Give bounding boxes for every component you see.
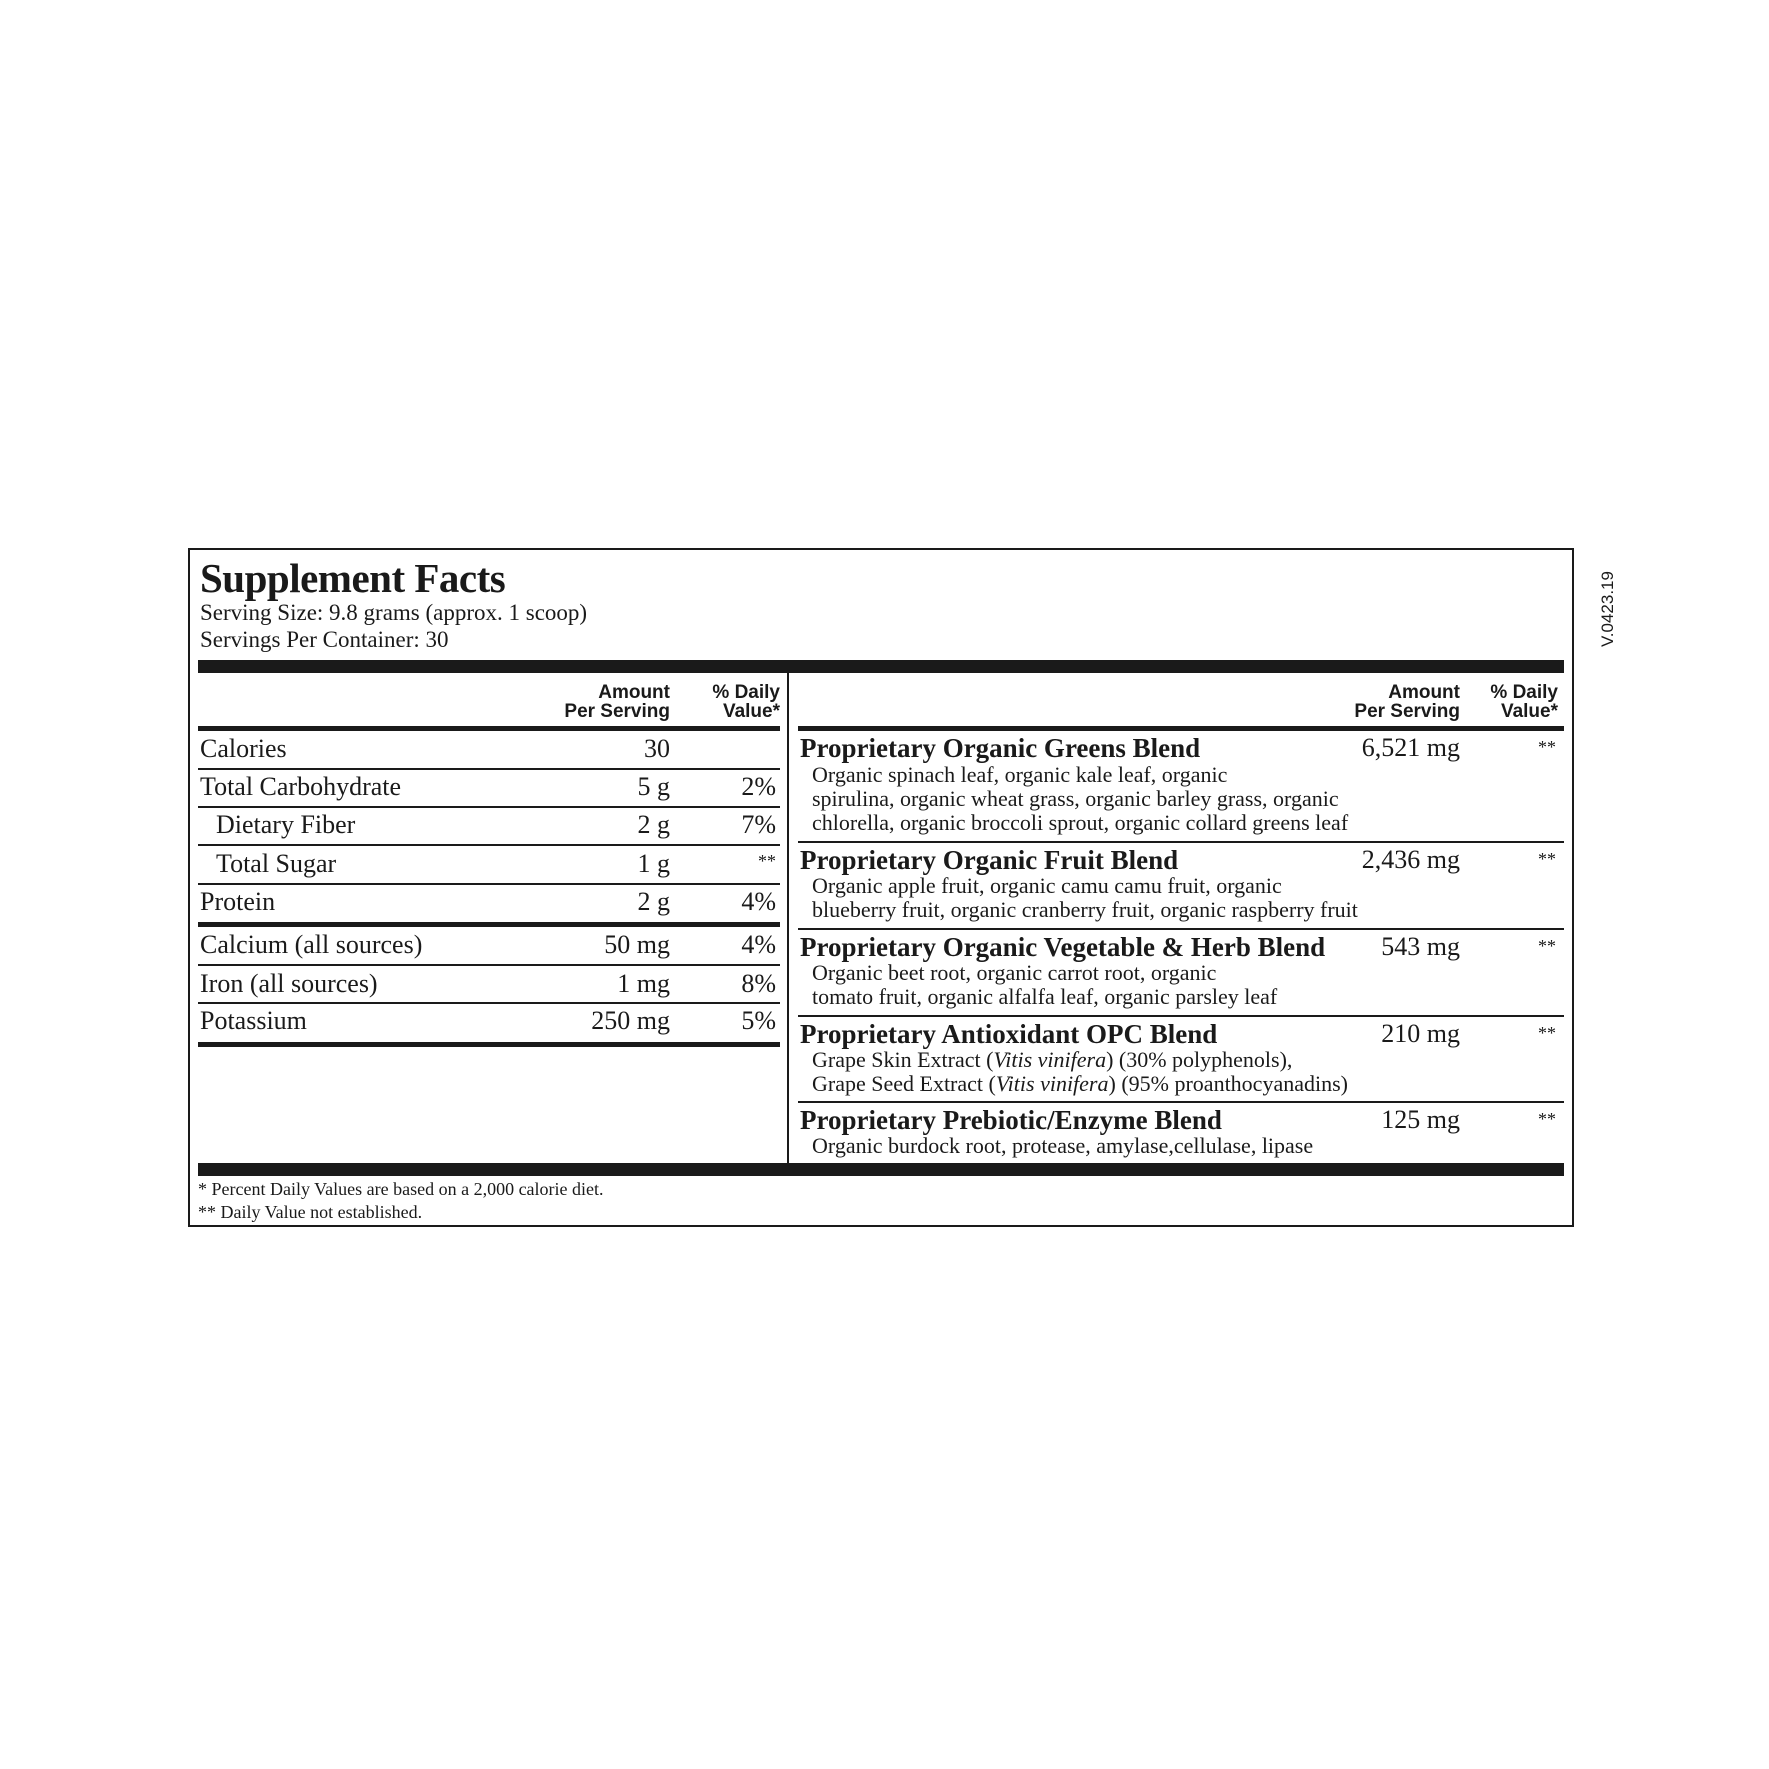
serving-size: Serving Size: 9.8 grams (approx. 1 scoop) [200, 600, 588, 625]
row-divider [798, 1101, 1564, 1103]
label-title: Supplement Facts [200, 555, 506, 601]
nutrient-dv: 4% [741, 930, 776, 959]
row-divider [198, 964, 780, 966]
top-divider [198, 660, 1564, 673]
nutrient-amount: 250 mg [591, 1006, 670, 1035]
nutrient-name: Protein [200, 887, 276, 916]
blend-dv: ** [1538, 1109, 1556, 1129]
row-divider [798, 1015, 1564, 1017]
bottom-divider [198, 1163, 1564, 1176]
blend-ingredients: chlorella, organic broccoli sprout, organic collard greens leaf [812, 810, 1349, 835]
blend-ingredients: spirulina, organic wheat grass, organic barley grass, organic [812, 786, 1339, 811]
nutrient-name: Potassium [200, 1006, 307, 1035]
row-divider [198, 806, 780, 808]
blend-ingredients: tomato fruit, organic alfalfa leaf, organic parsley leaf [812, 984, 1278, 1009]
nutrient-dv: ** [758, 851, 776, 871]
blend-amount: 125 mg [1381, 1105, 1460, 1134]
nutrient-amount: 1 mg [617, 969, 670, 998]
nutrient-dv: 4% [741, 887, 776, 916]
right-dv-header: % Daily Value* [1490, 682, 1558, 722]
left-bottom-rule [198, 1042, 780, 1047]
nutrient-amount: 5 g [637, 772, 670, 801]
footnote-dv: * Percent Daily Values are based on a 2,000 calorie diet. [198, 1179, 604, 1199]
left-header-rule [198, 726, 780, 731]
supplement-facts-panel [188, 548, 1574, 1227]
nutrient-amount: 2 g [637, 887, 670, 916]
blend-name: Proprietary Organic Fruit Blend [800, 845, 1179, 875]
blend-dv: ** [1538, 849, 1556, 869]
right-amount-header: Amount Per Serving [1354, 682, 1460, 722]
row-divider [798, 841, 1564, 843]
blend-amount: 210 mg [1381, 1019, 1460, 1048]
blend-name: Proprietary Antioxidant OPC Blend [800, 1019, 1218, 1049]
blend-ingredients: blueberry fruit, organic cranberry fruit, organic raspberry fruit [812, 897, 1358, 922]
right-header-rule [798, 726, 1564, 731]
nutrient-name: Total Sugar [216, 849, 337, 878]
nutrient-dv: 8% [741, 969, 776, 998]
blend-ingredients: Organic burdock root, protease, amylase,cellulase, lipase [812, 1133, 1314, 1158]
blend-ingredients: Organic beet root, organic carrot root, organic [812, 960, 1217, 985]
servings-per-container: Servings Per Container: 30 [200, 627, 449, 652]
row-divider [198, 768, 780, 770]
blend-ingredients: Organic apple fruit, organic camu camu fruit, organic [812, 873, 1282, 898]
blend-name: Proprietary Organic Greens Blend [800, 733, 1201, 763]
blend-amount: 6,521 mg [1361, 733, 1460, 762]
nutrient-name: Calories [200, 734, 287, 763]
blend-dv: ** [1538, 737, 1556, 757]
nutrient-amount: 2 g [637, 810, 670, 839]
blend-dv: ** [1538, 936, 1556, 956]
blend-name: Proprietary Prebiotic/Enzyme Blend [800, 1105, 1222, 1135]
footnote-not-established: ** Daily Value not established. [198, 1202, 423, 1222]
nutrient-name: Iron (all sources) [200, 969, 378, 998]
botanical-name: Vitis vinifera [995, 1071, 1109, 1096]
left-amount-header: Amount Per Serving [564, 682, 670, 722]
row-divider [198, 1002, 780, 1004]
left-dv-header: % Daily Value* [712, 682, 780, 722]
nutrient-name: Calcium (all sources) [200, 930, 423, 959]
botanical-name: Vitis vinifera [993, 1047, 1107, 1072]
blend-name: Proprietary Organic Vegetable & Herb Blend [800, 932, 1326, 962]
row-divider [798, 928, 1564, 930]
blend-amount: 543 mg [1381, 932, 1460, 961]
nutrient-amount: 50 mg [604, 930, 670, 959]
nutrient-dv: 7% [741, 810, 776, 839]
nutrient-dv: 2% [741, 772, 776, 801]
section-rule [198, 922, 780, 927]
blend-ingredients: Organic spinach leaf, organic kale leaf, organic [812, 762, 1228, 787]
blend-ingredients: Grape Seed Extract (Vitis vinifera) (95% proanthocyanadins) [812, 1071, 1348, 1096]
version-code: V.0423.19 [1598, 571, 1617, 647]
row-divider [198, 844, 780, 846]
blend-ingredients: Grape Skin Extract (Vitis vinifera) (30% polyphenols), [812, 1047, 1293, 1072]
row-divider [198, 883, 780, 885]
nutrient-dv: 5% [741, 1006, 776, 1035]
nutrient-amount: 30 [644, 734, 670, 763]
blend-dv: ** [1538, 1023, 1556, 1043]
blend-amount: 2,436 mg [1361, 845, 1460, 874]
nutrient-amount: 1 g [637, 849, 670, 878]
nutrient-name: Dietary Fiber [216, 810, 356, 839]
nutrient-name: Total Carbohydrate [200, 772, 402, 801]
column-divider [787, 673, 789, 1163]
